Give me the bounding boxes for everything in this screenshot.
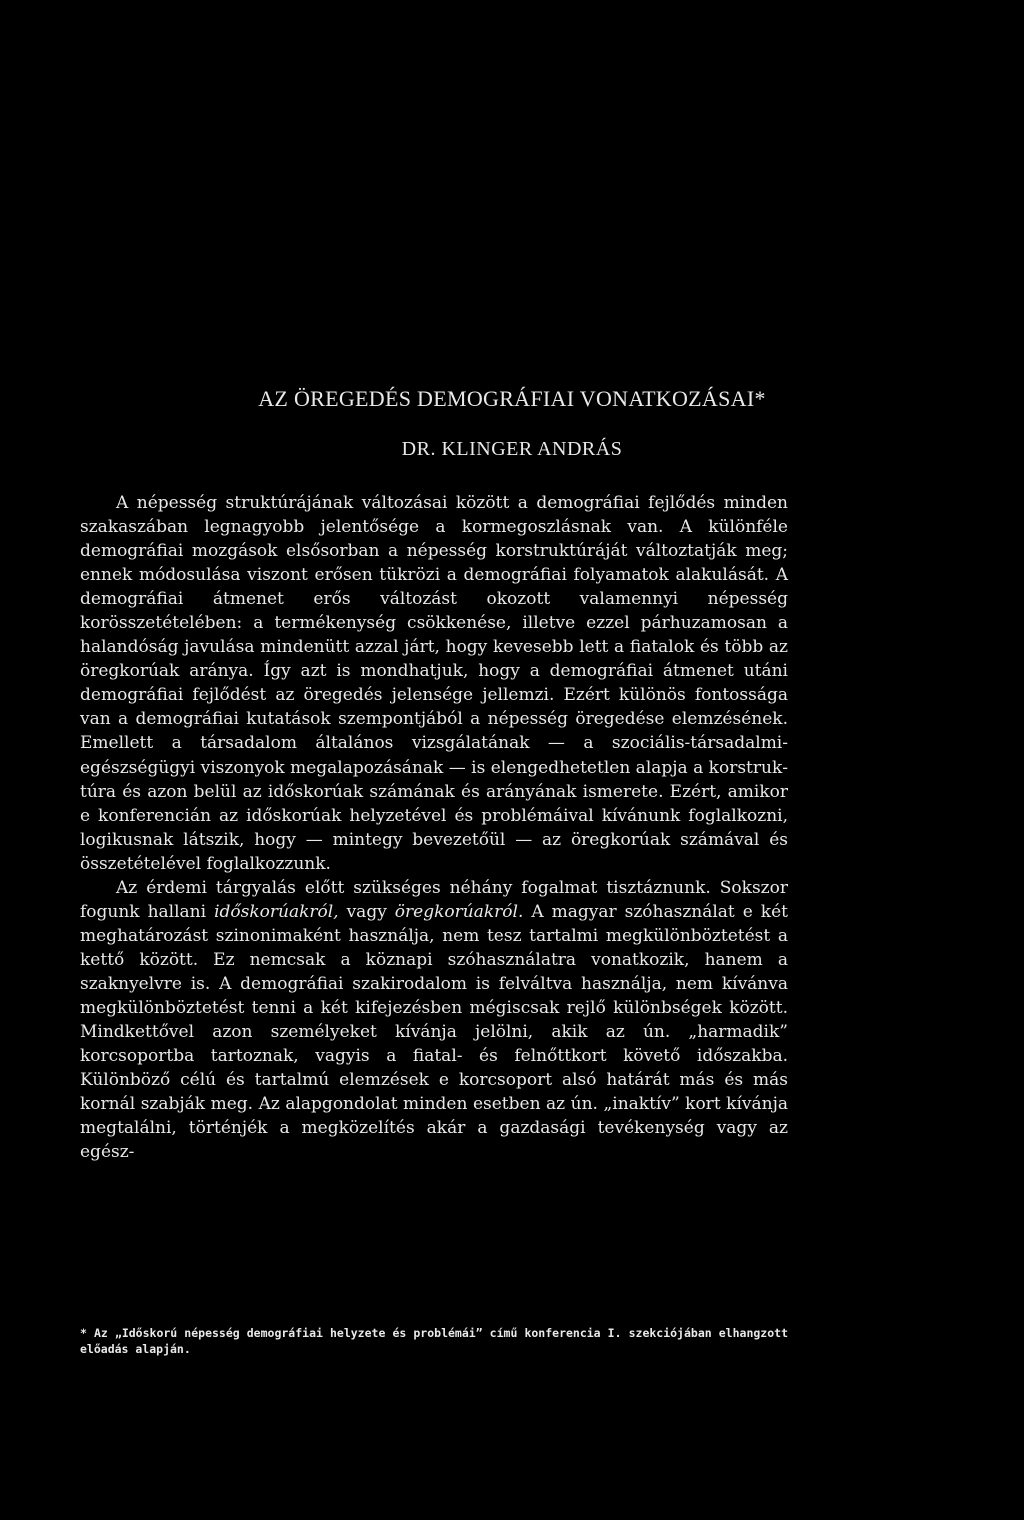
article-author: DR. KLINGER ANDRÁS	[401, 438, 623, 460]
paragraph-2	[80, 876, 788, 1165]
paragraph-2-italic-term-1: időskorúakról,	[214, 901, 339, 922]
paragraph-2-text-c: A magyar szóhasználat e két meghatározást szinonimaként használja, nem tesz tartalmi megkülönböztetést a kettő között. Ez nemcsak a köznapi szóhasználatra vonatkozik, hanem a szaknyelvre is. A demográfiai szakirodalom is felváltva használja, nem kívánva megkülönböztetést tenni a két kifejezésben mégiscsak rejlő különbségek között. Mindkettővel azon személyeket kívánja jelölni, akik az ún. „harmadik” korcsoportba tartoznak, vagyis a fiatal- és felnőttkort követő időszakba. Különböző célú és tartalmú elemzések e korcsoport alsó határát más és más kornál szabják meg. Az alapgondolat minden esetben az ún. „inaktív” kort kívánja megtalálni, történjék a megközelítés akár a gazdasági tevékenység vagy az egész-	[80, 901, 788, 1163]
paragraph-2-text-a: Az érdemi tárgyalás előtt szükséges néhány fogalmat tisztáznunk. Sokszor fogunk hallani	[80, 877, 788, 922]
article-title: AZ ÖREGEDÉS DEMOGRÁFIAI VONATKOZÁSAI*	[258, 386, 766, 411]
paragraph-2-italic-term-2: öregkorúakról.	[394, 901, 524, 922]
footnote: * Az „Időskorú népesség demográfiai helyzete és problémái” című konferencia I. szekciójában elhangzott előadás alapján.	[80, 1326, 788, 1356]
paragraph-2-text-b: vagy	[338, 901, 395, 922]
paragraph-1: A népesség struktúrájának változásai között a demográfiai fejlődés minden szakaszában legnagyobb jelentősége a kormegoszlásnak van. A különféle demográfiai mozgások elsősorban a népesség korstruktúráját változtatják meg; ennek módosulása viszont erősen tükrözi a demográfiai folyamatok alakulását. A demográfiai átmenet erős változást okozott valamennyi népesség korösszetételében: a termékenység csökkenése, illetve ezzel párhuzamosan a halandóság javulása mindenütt azzal járt, hogy kevesebb lett a fiatalok és több az öregkorúak aránya. Így azt is mondhatjuk, hogy a demográfiai átmenet utáni demográfiai fejlődést az öregedés jelensége jellemzi. Ezért különös fontossága van a demográfiai kutatások szempontjából a népesség öregedése elemzésének. Emellett a társadalom általános vizsgálatának — a szociális-társadalmi-egészségügyi viszonyok megalapozásának — is elengedhetetlen alapja a korstruktúra és azon belül az időskorúak számának és arányának ismerete. Ezért, amikor e konferencián az időskorúak helyzetével és problémáival kívánunk foglalkozni, logikusnak látszik, hogy — mintegy bevezetőül — az öregkorúak számával és összetételével foglalkozzunk.	[80, 493, 788, 874]
article-body	[80, 491, 788, 1164]
